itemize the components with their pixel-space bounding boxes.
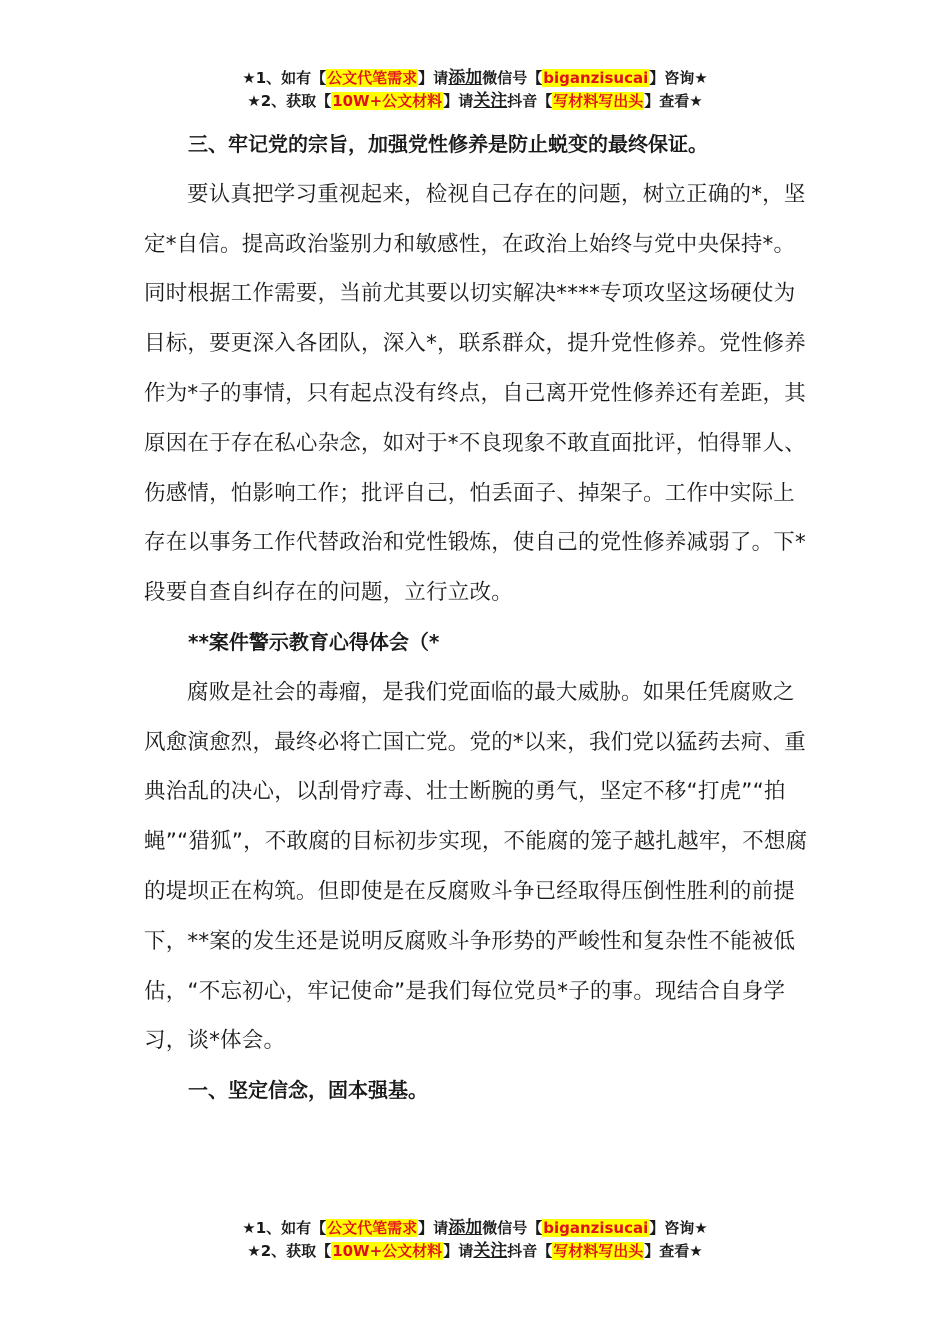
- document-title: **案件警示教育心得体会（*: [188, 629, 440, 654]
- add-emphasis: 添加: [448, 68, 483, 88]
- promo-line-1-bottom: ★1、如有【公文代笔需求】请添加微信号【biganzisucai】咨询★: [242, 1218, 708, 1238]
- highlight-materials: 10W+公文材料: [332, 92, 443, 110]
- promo-line-2-bottom: ★2、获取【10W+公文材料】请关注抖音【写材料写出头】查看★: [247, 1241, 703, 1261]
- paragraph-anti-corruption: 腐败是社会的毒瘤，是我们党面临的最大威胁。如果任凭腐败之风愈演愈烈，最终必将亡国亡党。党的*以来，我们党以猛药去疴、重典治乱的决心，以刮骨疗毒、壮士断腕的勇气，坚定不移“打虎”“拍蝇”“猎狐”，不敢腐的目标初步实现，不能腐的笼子越扎越牢，不想腐的堤坝正在构筑。但即使是在反腐败斗争已经取得压倒性胜利的前提下，**案的发生还是说明反腐败斗争形势的严峻性和复杂性不能被低估，“不忘初心，牢记使命”是我们每位党员*子的事。现结合自身学习，谈*体会。: [144, 679, 808, 1054]
- promo-line-1: ★1、如有【公文代笔需求】请添加微信号【biganzisucai】咨询★: [242, 68, 708, 88]
- promo-banner-top: [0, 67, 950, 113]
- highlight-service: 公文代笔需求: [327, 1219, 418, 1237]
- wechat-id: biganzisucai: [543, 69, 649, 87]
- paragraph-party-cultivation: 要认真把学习重视起来，检视自己存在的问题，树立正确的*，坚定*自信。提高政治鉴别力和敏感性，在政治上始终与党中央保持*。同时根据工作需要，当前尤其要以切实解决****专项攻坚这场硬仗为目标，要更深入各团队，深入*，联系群众，提升党性修养。党性修养作为*子的事情，只有起点没有终点，自己离开党性修养还有差距，其原因在于存在私心杂念，如对于*不良现象不敢直面批评，怕得罪人、伤感情，怕影响工作；批评自己，怕丢面子、掉架子。工作中实际上存在以事务工作代替政治和党性锻炼，使自己的党性修养减弱了。下*段要自查自纠存在的问题，立行立改。: [144, 181, 806, 606]
- follow-emphasis: 关注: [473, 91, 508, 111]
- douyin-account: 写材料写出头: [553, 92, 644, 110]
- wechat-id: biganzisucai: [543, 1219, 649, 1237]
- document-body: [144, 120, 816, 1116]
- promo-banner-bottom: [0, 1217, 950, 1263]
- section-heading-3: 三、牢记党的宗旨，加强党性修养是防止蜕变的最终保证。: [188, 132, 708, 156]
- douyin-account: 写材料写出头: [553, 1242, 644, 1260]
- section-heading-1: 一、坚定信念，固本强基。: [188, 1078, 428, 1103]
- promo-line-2: ★2、获取【10W+公文材料】请关注抖音【写材料写出头】查看★: [247, 91, 703, 111]
- highlight-materials: 10W+公文材料: [332, 1242, 443, 1260]
- follow-emphasis: 关注: [473, 1241, 508, 1261]
- add-emphasis: 添加: [448, 1218, 483, 1238]
- highlight-service: 公文代笔需求: [327, 69, 418, 87]
